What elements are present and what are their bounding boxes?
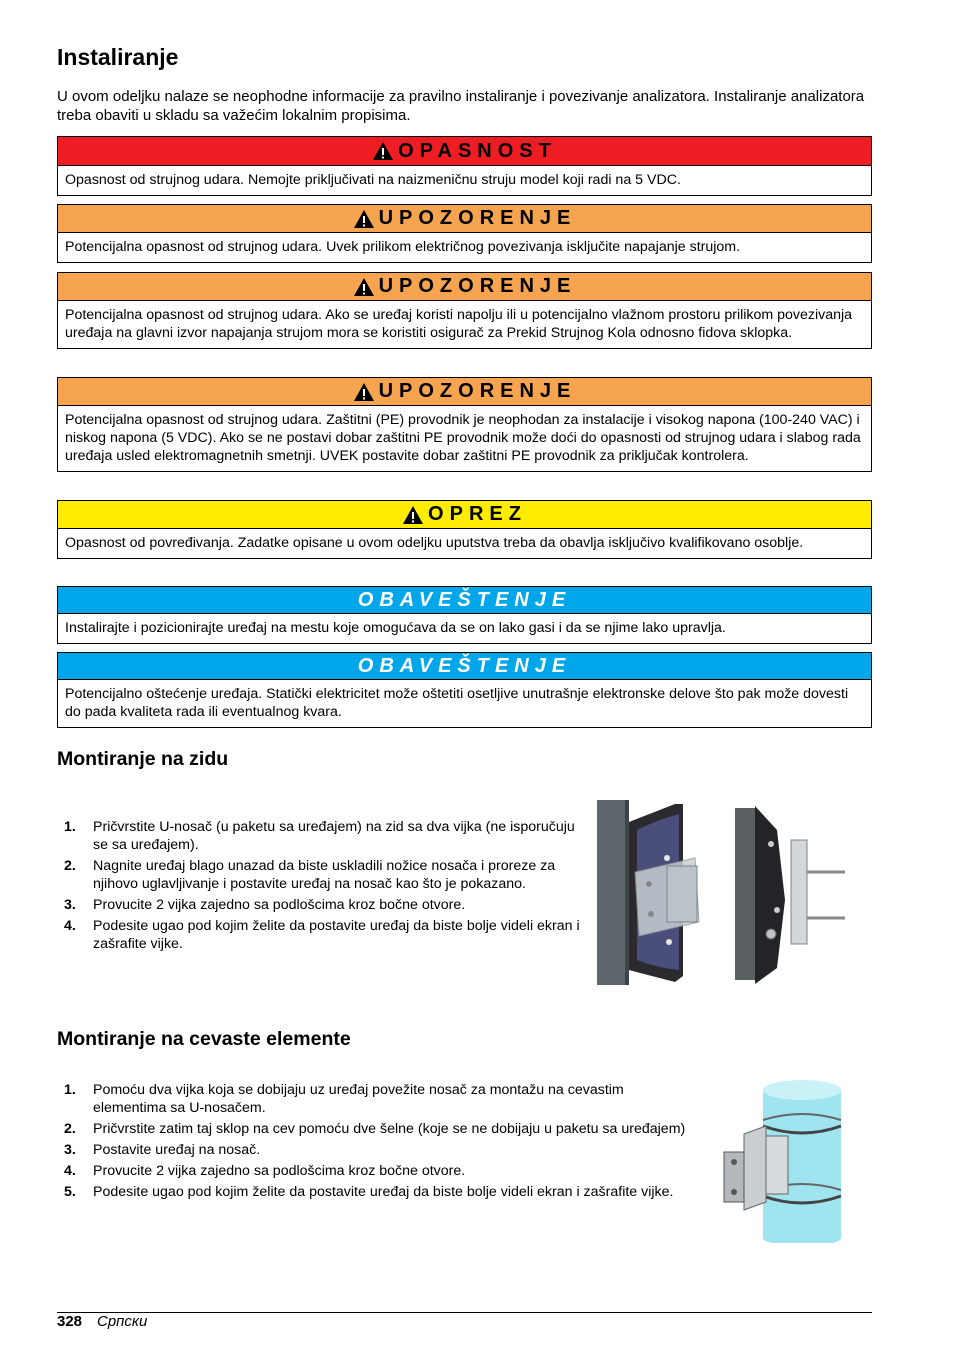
list-item: 2. Pričvrstite zatim taj sklop na cev pomoću dve šelne (koje se ne dobijaju u paketu sa uređajem) (64, 1121, 686, 1137)
warning-triangle-icon (353, 209, 375, 229)
alert-text: Potencijalna opasnost od strujnog udara. Zaštitni (PE) provodnik je neophodan za instalacije i visokog napona (100-240 VAC) i niskog napona (5 VDC). Ako se ne postavi dobar zaštitni PE provodnik može doći do opasnosti od strujnog udara i slabog rada uređaja usled elektromagnetnih smetnji. UVEK postavite dobar zaštitni PE provodnik za priključak kontrolera. (65, 412, 861, 464)
warning-triangle-icon (353, 382, 375, 402)
footer-language: Српски (97, 1313, 148, 1330)
list-item: 3. Postavite uređaj na nosač. (64, 1142, 261, 1158)
intro-paragraph: U ovom odeljku nalaze se neophodne informacije za pravilno instaliranje i povezivanje analizatora. Instaliranje analizatora treba obaviti u skladu sa važećim lokalnim propisima. (57, 88, 865, 124)
warning-triangle-icon (353, 277, 375, 297)
list-item: 1. Pričvrstite U-nosač (u paketu sa uređajem) na zid sa dva vijka (ne isporučuju se sa uređajem). (64, 819, 575, 853)
section-heading-pipe: Montiranje na cevaste elemente (57, 1028, 351, 1050)
notice-alert (57, 652, 872, 728)
caution-alert (57, 500, 872, 559)
warning-alert (57, 272, 872, 349)
warning-triangle-icon (372, 141, 394, 161)
alert-label: OPREZ (428, 503, 527, 525)
warning-alert (57, 204, 872, 263)
alert-header (58, 587, 871, 614)
page-title: Instaliranje (57, 44, 179, 70)
list-item: 4. Provucite 2 vijka zajedno sa podlošcima kroz bočne otvore. (64, 1163, 466, 1179)
alert-label: UPOZORENJE (378, 275, 577, 297)
alert-label: UPOZORENJE (378, 380, 577, 402)
alert-text: Potencijalna opasnost od strujnog udara. Ako se uređaj koristi napolju ili u potencijalno vlažnom prostoru prilikom povezivanja uređaja na glavni izvor napajanja strujom mora se koristiti osigurač za Prekid Strujnog Kola odnosno fidova sklopka. (65, 307, 853, 341)
list-item: 3. Provucite 2 vijka zajedno sa podlošcima kroz bočne otvore. (64, 897, 466, 913)
alert-header (58, 653, 871, 680)
list-item: 1. Pomoću dva vijka koja se dobijaju uz uređaj povežite nosač za montažu na cevastim elementima sa U-nosačem. (64, 1082, 624, 1116)
list-item: 2. Nagnite uređaj blago unazad da biste uskladili nožice nosača i proreze za njihovo uglavljivanje i postavite uređaj na nosač kao što je pokazano. (64, 858, 556, 892)
alert-header (58, 137, 871, 166)
alert-header (58, 205, 871, 233)
alert-label: UPOZORENJE (378, 207, 577, 229)
alert-header (58, 501, 871, 529)
alert-text: Opasnost od povređivanja. Zadatke opisane u ovom odeljku uputstva treba da obavlja isključivo kvalifikovano osoblje. (65, 535, 804, 551)
warning-alert (57, 377, 872, 472)
alert-label: OPASNOST (398, 139, 557, 162)
notice-alert (57, 586, 872, 644)
warning-triangle-icon (402, 505, 424, 525)
pipe-mount-illustration (718, 1078, 853, 1243)
alert-text: Potencijalna opasnost od strujnog udara. Uvek prilikom električnog povezivanja isključite napajanje strujom. (65, 239, 741, 255)
wall-steps-list (57, 818, 587, 956)
page-number: 328 (57, 1313, 83, 1330)
wall-mount-illustration (595, 800, 850, 990)
section-heading-wall: Montiranje na zidu (57, 748, 229, 770)
alert-text: Instalirajte i pozicionirajte uređaj na mestu koje omogućava da se on lako gasi i da se njime lako upravlja. (65, 620, 726, 636)
footer-divider (57, 1312, 872, 1313)
alert-header (58, 273, 871, 301)
alert-text: Opasnost od strujnog udara. Nemojte priključivati na naizmeničnu struju model koji radi na 5 VDC. (65, 172, 681, 188)
alert-header (58, 378, 871, 406)
alert-text: Potencijalno oštećenje uređaja. Statički elektricitet može oštetiti osetljive unutrašnje elektronske delove što pak može dovesti do pada kvaliteta rada ili eventualnog kvara. (65, 686, 849, 720)
pipe-steps-list (57, 1081, 697, 1204)
list-item: 4. Podesite ugao pod kojim želite da postavite uređaj da biste bolje videli ekran i zašrafite vijke. (64, 918, 580, 952)
list-item: 5. Podesite ugao pod kojim želite da postavite uređaj da biste bolje videli ekran i zašrafite vijke. (64, 1184, 674, 1200)
alert-label: OBAVEŠTENJE (357, 654, 572, 677)
alert-label: OBAVEŠTENJE (357, 588, 572, 611)
danger-alert (57, 136, 872, 196)
